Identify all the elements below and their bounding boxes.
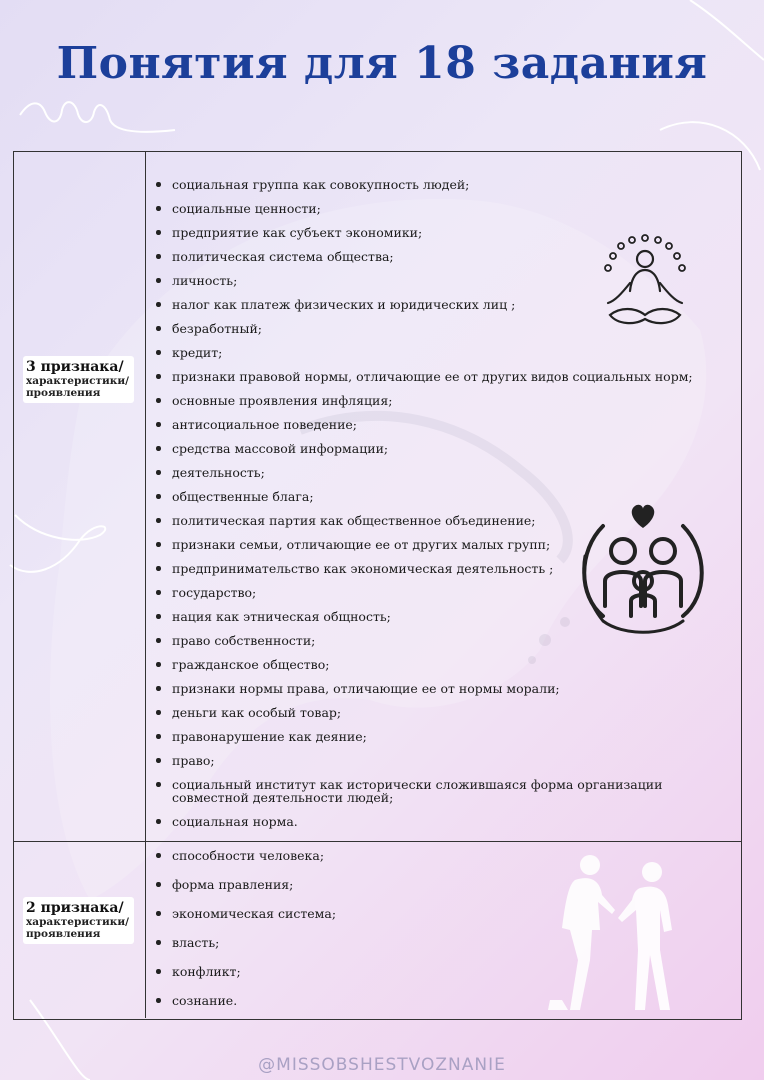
list-item: политическая система общества; — [146, 250, 716, 263]
list-item: безработный; — [146, 322, 716, 335]
footer-handle: @MISSOBSHESTVOZNANIE — [258, 1055, 506, 1075]
list-item: власть; — [146, 936, 716, 949]
list-item: способности человека; — [146, 849, 716, 862]
label-sub: проявления — [26, 387, 101, 400]
list-item: право собственности; — [146, 634, 716, 647]
list-item: предприятие как субъект экономики; — [146, 226, 716, 239]
list-item: социальная норма. — [146, 815, 716, 828]
list-item: антисоциальное поведение; — [146, 418, 716, 431]
row-label-three-features — [23, 356, 134, 403]
label-sub: проявления — [26, 928, 101, 941]
list-item: политическая партия как общественное объединение; — [146, 514, 716, 527]
people-talking-icon — [540, 850, 710, 1020]
list-item: социальный институт как исторически сложившаяся форма организации совместной деятельности людей; — [146, 778, 716, 804]
list-item: правонарушение как деяние; — [146, 730, 716, 743]
list-item: гражданское общество; — [146, 658, 716, 671]
list-item: признаки нормы права, отличающие ее от нормы морали; — [146, 682, 716, 695]
list-item: деятельность; — [146, 466, 716, 479]
list-item: государство; — [146, 586, 716, 599]
label-main: 2 признака/ — [26, 900, 124, 916]
list-item: основные проявления инфляция; — [146, 394, 716, 407]
list-item: экономическая система; — [146, 907, 716, 920]
list-item: социальные ценности; — [146, 202, 716, 215]
list-item: налог как платеж физических и юридических лиц ; — [146, 298, 716, 311]
label-sub: характеристики/ — [26, 375, 130, 388]
label-main: 3 признака/ — [26, 359, 124, 375]
list-item: признаки семьи, отличающие ее от других малых групп; — [146, 538, 716, 551]
list-item: сознание. — [146, 994, 716, 1007]
list-item: форма правления; — [146, 878, 716, 891]
meditation-icon — [600, 233, 690, 328]
list-item: кредит; — [146, 346, 716, 359]
page-title: Понятия для 18 задания — [56, 38, 708, 89]
list-item: средства массовой информации; — [146, 442, 716, 455]
list-item: предпринимательство как экономическая деятельность ; — [146, 562, 716, 575]
list-item: нация как этническая общность; — [146, 610, 716, 623]
list-item: признаки правовой нормы, отличающие ее от других видов социальных норм; — [146, 370, 716, 383]
list-item: личность; — [146, 274, 716, 287]
list-item: социальная группа как совокупность людей; — [146, 178, 716, 191]
list-item: деньги как особый товар; — [146, 706, 716, 719]
label-sub: характеристики/ — [26, 916, 130, 929]
list-item: общественные блага; — [146, 490, 716, 503]
family-icon — [573, 496, 713, 636]
list-item: конфликт; — [146, 965, 716, 978]
list-item: право; — [146, 754, 716, 767]
row-label-two-features — [23, 897, 134, 944]
